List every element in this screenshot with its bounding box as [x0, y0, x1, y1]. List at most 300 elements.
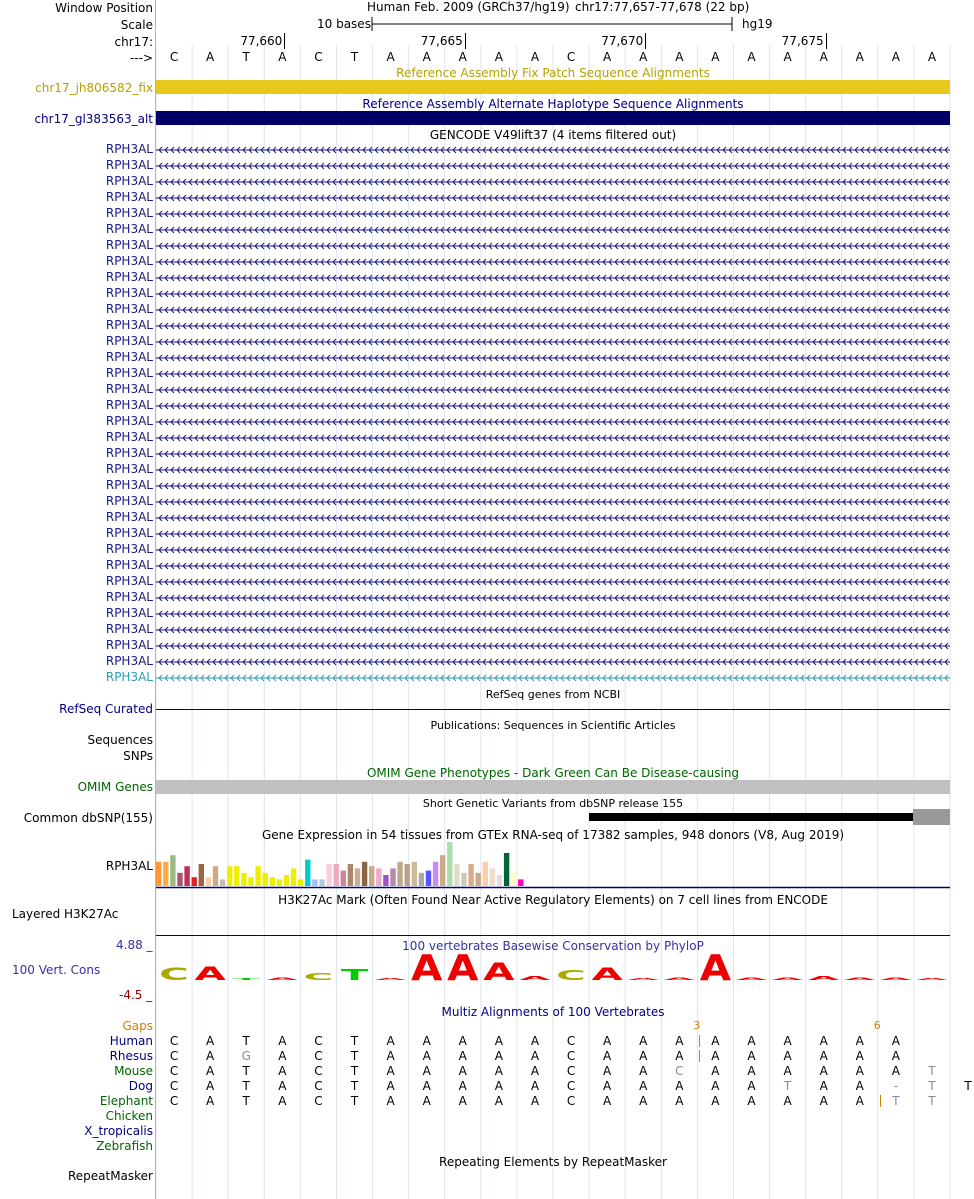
- gencode-transcript[interactable]: [156, 368, 950, 380]
- gtex-tissue-bar[interactable]: [291, 868, 296, 886]
- gencode-item-label[interactable]: RPH3AL: [105, 190, 153, 204]
- multiz-base: A: [639, 1079, 648, 1093]
- gencode-item-label[interactable]: RPH3AL: [105, 270, 153, 284]
- multiz-species-label[interactable]: Rhesus: [109, 1049, 153, 1063]
- reference-base: T: [242, 50, 250, 64]
- multiz-base: C: [675, 1064, 684, 1078]
- multiz-base: A: [278, 1049, 287, 1063]
- multiz-base: C: [566, 1064, 576, 1078]
- multiz-base: A: [711, 1034, 720, 1048]
- gencode-transcript[interactable]: [156, 480, 950, 492]
- phylop-base-glyph: A: [916, 977, 948, 981]
- repeatmasker-track-title[interactable]: Repeating Elements by RepeatMasker: [439, 1155, 667, 1169]
- phylop-base-glyph: A: [844, 976, 876, 981]
- reference-base: A: [206, 50, 215, 64]
- gencode-transcript[interactable]: [156, 656, 950, 668]
- multiz-species-sequence[interactable]: [0, 1049, 950, 1064]
- ruler-tick: [645, 33, 646, 49]
- reference-base: C: [314, 50, 323, 64]
- gtex-tissue-bar[interactable]: [170, 855, 175, 886]
- multiz-base: A: [747, 1034, 756, 1048]
- chrom-label: chr17:: [114, 35, 153, 49]
- phylop-min-label: -4.5 _: [119, 988, 153, 1002]
- multiz-base: A: [819, 1094, 828, 1108]
- gencode-transcript[interactable]: [156, 592, 950, 604]
- multiz-base: A: [603, 1079, 612, 1093]
- gtex-bar-chart[interactable]: [156, 842, 950, 888]
- gencode-item-label[interactable]: RPH3AL: [105, 350, 153, 364]
- reference-base: T: [350, 50, 359, 64]
- multiz-base: A: [530, 1079, 540, 1093]
- multiz-base: A: [639, 1049, 648, 1063]
- gencode-item-label[interactable]: RPH3AL: [105, 398, 153, 412]
- gtex-tissue-bar[interactable]: [426, 871, 431, 886]
- gencode-transcript[interactable]: [156, 512, 950, 524]
- gtex-tissue-bar[interactable]: [326, 864, 331, 886]
- multiz-base: A: [891, 1034, 900, 1048]
- gtex-label[interactable]: RPH3AL: [105, 859, 153, 873]
- multiz-base: T: [928, 1079, 936, 1093]
- gtex-tissue-bar[interactable]: [312, 879, 317, 886]
- multiz-base: T: [783, 1079, 792, 1093]
- multiz-base: A: [530, 1094, 540, 1108]
- multiz-species-label[interactable]: Human: [109, 1034, 153, 1048]
- multiz-base: C: [169, 1034, 179, 1048]
- gencode-transcript[interactable]: [156, 144, 950, 156]
- gtex-tissue-bar[interactable]: [241, 873, 246, 886]
- omim-bar[interactable]: [156, 780, 950, 794]
- multiz-base: A: [278, 1094, 287, 1108]
- multiz-insertion-marker: [880, 1095, 881, 1107]
- phylop-base-glyph: A: [699, 947, 732, 989]
- multiz-base: A: [494, 1049, 503, 1063]
- gencode-transcript[interactable]: [156, 496, 950, 508]
- multiz-base: A: [747, 1049, 756, 1063]
- gencode-item-label[interactable]: RPH3AL: [105, 622, 153, 636]
- multiz-base: A: [891, 1049, 900, 1063]
- multiz-base: A: [458, 1064, 467, 1078]
- multiz-base: T: [350, 1064, 359, 1078]
- window-position-label: Window Position: [55, 1, 153, 15]
- multiz-species-label[interactable]: Zebrafish: [96, 1139, 153, 1153]
- ruler-tick-label: 77,660: [240, 34, 283, 48]
- alt-haplotype-bar[interactable]: [156, 111, 950, 125]
- multiz-gaps-label[interactable]: Gaps: [122, 1019, 153, 1033]
- multiz-base: C: [169, 1049, 179, 1063]
- publications-track-title[interactable]: Publications: Sequences in Scientific Articles: [430, 719, 676, 732]
- gtex-tissue-bar[interactable]: [213, 866, 218, 886]
- gap-count-marker[interactable]: 3: [693, 1019, 701, 1032]
- multiz-base: C: [314, 1064, 323, 1078]
- gencode-item-label[interactable]: RPH3AL: [105, 334, 153, 348]
- gencode-item-label[interactable]: RPH3AL: [105, 318, 153, 332]
- multiz-base: T: [350, 1034, 359, 1048]
- gencode-item-label[interactable]: RPH3AL: [105, 526, 153, 540]
- gtex-tissue-bar[interactable]: [476, 873, 481, 886]
- gencode-item-label[interactable]: RPH3AL: [105, 302, 153, 316]
- multiz-base: A: [494, 1094, 503, 1108]
- multiz-base: A: [675, 1034, 684, 1048]
- gtex-tissue-bar[interactable]: [277, 879, 282, 886]
- multiz-base: A: [530, 1064, 540, 1078]
- multiz-insertion-marker: [699, 1035, 700, 1047]
- gencode-item-label[interactable]: RPH3AL: [105, 510, 153, 524]
- multiz-base: A: [819, 1079, 828, 1093]
- gtex-tissue-bar[interactable]: [355, 868, 360, 886]
- fix-patch-label[interactable]: chr17_jh806582_fix: [35, 81, 153, 95]
- gencode-item-label[interactable]: RPH3AL: [105, 590, 153, 604]
- gencode-transcript[interactable]: [156, 528, 950, 540]
- multiz-species-label[interactable]: Chicken: [105, 1109, 153, 1123]
- gencode-item-label[interactable]: RPH3AL: [105, 206, 153, 220]
- multiz-base: A: [278, 1034, 287, 1048]
- gtex-tissue-bar[interactable]: [405, 864, 410, 886]
- gtex-tissue-bar[interactable]: [419, 873, 424, 886]
- gtex-tissue-bar[interactable]: [184, 866, 189, 886]
- gtex-tissue-bar[interactable]: [348, 864, 353, 886]
- multiz-base: A: [206, 1064, 215, 1078]
- gencode-item-label[interactable]: RPH3AL: [105, 638, 153, 652]
- multiz-base: T: [928, 1094, 936, 1108]
- gencode-transcript[interactable]: [156, 176, 950, 188]
- dbsnp-track-title[interactable]: Short Genetic Variants from dbSNP release 155: [422, 797, 684, 810]
- gtex-tissue-bar[interactable]: [192, 877, 197, 886]
- refseq-gene-line[interactable]: [156, 709, 950, 710]
- multiz-base: A: [855, 1034, 864, 1048]
- multiz-species-label[interactable]: Elephant: [99, 1094, 153, 1108]
- gencode-transcript[interactable]: [156, 160, 950, 172]
- multiz-base: A: [386, 1034, 395, 1048]
- gencode-item-label[interactable]: RPH3AL: [105, 174, 153, 188]
- gencode-item-label[interactable]: RPH3AL: [105, 446, 153, 460]
- ruler-tick: [826, 33, 827, 49]
- gencode-item-label[interactable]: RPH3AL: [105, 238, 153, 252]
- gencode-item-label[interactable]: RPH3AL: [105, 558, 153, 572]
- multiz-insertion-marker: [699, 1050, 700, 1062]
- gtex-tissue-bar[interactable]: [255, 866, 260, 886]
- gtex-tissue-bar[interactable]: [163, 862, 168, 886]
- fix-patch-bar[interactable]: [156, 80, 950, 94]
- gtex-tissue-bar[interactable]: [504, 853, 509, 886]
- gtex-tissue-bar[interactable]: [490, 868, 495, 886]
- gencode-transcript[interactable]: [156, 608, 950, 620]
- multiz-base: A: [711, 1094, 720, 1108]
- gencode-transcript[interactable]: [156, 192, 950, 204]
- multiz-base: A: [494, 1079, 503, 1093]
- gencode-transcript[interactable]: [156, 464, 950, 476]
- multiz-species-sequence[interactable]: [0, 1094, 950, 1109]
- phylop-track-title[interactable]: 100 vertebrates Basewise Conservation by PhyloP: [402, 939, 704, 953]
- phylop-base-glyph: A: [374, 977, 407, 981]
- multiz-base: A: [891, 1064, 900, 1078]
- multiz-base: A: [530, 1049, 540, 1063]
- gencode-transcript[interactable]: [156, 432, 950, 444]
- reference-base: A: [603, 50, 612, 64]
- fix-patch-track-title[interactable]: Reference Assembly Fix Patch Sequence Alignments: [396, 66, 710, 80]
- reference-base: A: [711, 50, 720, 64]
- multiz-track-title[interactable]: Multiz Alignments of 100 Vertebrates: [441, 1005, 665, 1019]
- gencode-item-label[interactable]: RPH3AL: [105, 366, 153, 380]
- reference-base: A: [278, 50, 287, 64]
- multiz-base: A: [783, 1064, 792, 1078]
- gencode-transcript[interactable]: [156, 560, 950, 572]
- multiz-base: A: [278, 1064, 287, 1078]
- multiz-base: C: [566, 1034, 576, 1048]
- multiz-base: A: [458, 1034, 467, 1048]
- multiz-base: C: [314, 1094, 323, 1108]
- gencode-item-label[interactable]: RPH3AL: [105, 494, 153, 508]
- dbsnp-variant-bar[interactable]: [589, 813, 950, 821]
- multiz-base: T: [242, 1094, 250, 1108]
- gencode-item-label[interactable]: RPH3AL: [105, 414, 153, 428]
- gtex-tissue-bar[interactable]: [376, 868, 381, 886]
- multiz-species-label[interactable]: X_tropicalis: [84, 1124, 153, 1138]
- multiz-base: T: [350, 1049, 359, 1063]
- gencode-item-label[interactable]: RPH3AL: [105, 654, 153, 668]
- phylop-base-glyph: A: [808, 974, 840, 982]
- reference-base: A: [530, 50, 540, 64]
- gencode-transcript[interactable]: [156, 384, 950, 396]
- multiz-base: C: [314, 1034, 323, 1048]
- multiz-base: A: [603, 1034, 612, 1048]
- position-text[interactable]: chr17:77,657-77,678 (22 bp): [575, 0, 750, 14]
- gtex-tissue-bar[interactable]: [454, 864, 459, 886]
- gencode-transcript[interactable]: [156, 352, 950, 364]
- gencode-transcript[interactable]: [156, 448, 950, 460]
- gencode-transcript[interactable]: [156, 304, 950, 316]
- gencode-transcript[interactable]: [156, 640, 950, 652]
- multiz-base: A: [386, 1064, 395, 1078]
- alt-haplotype-track-title[interactable]: Reference Assembly Alternate Haplotype Sequence Alignments: [362, 97, 744, 111]
- gencode-transcript[interactable]: [156, 208, 950, 220]
- reference-base: C: [169, 50, 179, 64]
- publications-snps-label[interactable]: SNPs: [123, 749, 153, 763]
- reference-base: C: [566, 50, 576, 64]
- gtex-track-title[interactable]: Gene Expression in 54 tissues from GTEx RNA-seq of 17382 samples, 948 donors (V8, Aug 2019): [261, 828, 845, 842]
- gencode-item-label[interactable]: RPH3AL: [105, 430, 153, 444]
- gtex-tissue-bar[interactable]: [412, 862, 417, 886]
- gtex-tissue-bar[interactable]: [518, 879, 523, 886]
- ruler-tick: [465, 33, 466, 49]
- multiz-base: A: [711, 1064, 720, 1078]
- gencode-transcript[interactable]: [156, 336, 950, 348]
- omim-label[interactable]: OMIM Genes: [77, 780, 153, 794]
- alt-haplotype-label[interactable]: chr17_gl383563_alt: [34, 112, 153, 126]
- multiz-base: A: [206, 1034, 215, 1048]
- multiz-base: A: [675, 1049, 684, 1063]
- gencode-item-label[interactable]: RPH3AL: [105, 142, 153, 156]
- reference-base: A: [819, 50, 828, 64]
- reference-base: A: [386, 50, 395, 64]
- multiz-base: A: [458, 1079, 467, 1093]
- gtex-tissue-bar[interactable]: [461, 873, 466, 886]
- phylop-label[interactable]: 100 Vert. Cons: [12, 963, 101, 977]
- multiz-base: A: [386, 1049, 395, 1063]
- gtex-tissue-bar[interactable]: [227, 866, 232, 886]
- gtex-tissue-bar[interactable]: [248, 877, 253, 886]
- multiz-base: A: [530, 1034, 540, 1048]
- gtex-tissue-bar[interactable]: [341, 871, 346, 886]
- gtex-tissue-bar[interactable]: [319, 879, 324, 886]
- gtex-tissue-bar[interactable]: [206, 877, 211, 886]
- multiz-base: C: [314, 1049, 323, 1063]
- gtex-tissue-bar[interactable]: [284, 875, 289, 886]
- reference-base: A: [783, 50, 792, 64]
- phylop-base-glyph: A: [447, 947, 479, 989]
- reference-base: A: [927, 50, 937, 64]
- gencode-transcript[interactable]: [156, 224, 950, 236]
- gencode-transcript[interactable]: [156, 320, 950, 332]
- multiz-base: A: [386, 1079, 395, 1093]
- dbsnp-label[interactable]: Common dbSNP(155): [23, 811, 153, 825]
- gtex-tissue-bar[interactable]: [447, 842, 452, 886]
- multiz-base: A: [603, 1049, 612, 1063]
- gtex-tissue-bar[interactable]: [440, 855, 445, 886]
- multiz-base: T: [928, 1064, 936, 1078]
- gtex-tissue-bar[interactable]: [497, 875, 502, 886]
- gtex-tissue-bar[interactable]: [369, 866, 374, 886]
- gencode-item-label[interactable]: RPH3AL: [105, 606, 153, 620]
- gtex-tissue-bar[interactable]: [199, 864, 204, 886]
- multiz-base: C: [566, 1049, 576, 1063]
- multiz-species-sequence[interactable]: [0, 1064, 950, 1079]
- multiz-base: A: [639, 1034, 648, 1048]
- multiz-base: A: [675, 1079, 684, 1093]
- multiz-base: A: [458, 1049, 467, 1063]
- gtex-tissue-bar[interactable]: [433, 862, 438, 886]
- gencode-transcript[interactable]: [156, 400, 950, 412]
- multiz-base: T: [242, 1064, 250, 1078]
- gtex-tissue-bar[interactable]: [511, 871, 516, 886]
- multiz-base: A: [422, 1079, 431, 1093]
- multiz-base: C: [169, 1079, 179, 1093]
- multiz-species-label[interactable]: Mouse: [114, 1064, 153, 1078]
- gtex-tissue-bar[interactable]: [362, 862, 367, 886]
- gtex-tissue-bar[interactable]: [334, 864, 339, 886]
- gencode-item-label[interactable]: RPH3AL: [105, 574, 153, 588]
- gtex-tissue-bar[interactable]: [177, 873, 182, 886]
- multiz-base: A: [783, 1034, 792, 1048]
- phylop-base-glyph: A: [591, 964, 623, 985]
- gtex-tissue-bar[interactable]: [156, 862, 161, 886]
- multiz-base: A: [711, 1079, 720, 1093]
- gencode-item-label[interactable]: RPH3AL: [105, 478, 153, 492]
- gencode-transcript[interactable]: [156, 416, 950, 428]
- gtex-tissue-bar[interactable]: [234, 866, 239, 886]
- multiz-base: T: [350, 1094, 359, 1108]
- multiz-base: A: [422, 1094, 431, 1108]
- gencode-item-label[interactable]: RPH3AL: [105, 542, 153, 556]
- gencode-item-label[interactable]: RPH3AL: [105, 222, 153, 236]
- gtex-tissue-bar[interactable]: [270, 877, 275, 886]
- gencode-track-title[interactable]: GENCODE V49lift37 (4 items filtered out): [429, 128, 677, 142]
- gtex-tissue-bar[interactable]: [305, 860, 310, 886]
- gencode-item-label[interactable]: RPH3AL: [105, 286, 153, 300]
- multiz-base: A: [422, 1034, 431, 1048]
- reference-base: A: [458, 50, 467, 64]
- multiz-base: C: [566, 1094, 576, 1108]
- gencode-transcript[interactable]: [156, 624, 950, 636]
- gencode-item-label[interactable]: RPH3AL: [105, 462, 153, 476]
- multiz-base: A: [206, 1049, 215, 1063]
- reference-base: A: [747, 50, 756, 64]
- multiz-base: C: [169, 1094, 179, 1108]
- multiz-base: A: [494, 1064, 503, 1078]
- multiz-base: T: [350, 1079, 359, 1093]
- gencode-transcript[interactable]: [156, 288, 950, 300]
- multiz-base: A: [819, 1049, 828, 1063]
- gencode-item-label[interactable]: RPH3AL: [105, 254, 153, 268]
- phylop-base-glyph: A: [735, 976, 768, 981]
- gtex-tissue-bar[interactable]: [220, 879, 225, 886]
- gap-count-marker[interactable]: 6: [873, 1019, 881, 1032]
- gtex-tissue-bar[interactable]: [383, 875, 388, 886]
- gtex-tissue-bar[interactable]: [298, 879, 303, 886]
- gtex-tissue-bar[interactable]: [263, 873, 268, 886]
- refseq-label[interactable]: RefSeq Curated: [59, 702, 153, 716]
- gencode-item-label[interactable]: RPH3AL: [105, 158, 153, 172]
- gencode-transcript[interactable]: [156, 256, 950, 268]
- ruler-tick-label: 77,670: [601, 34, 644, 48]
- gtex-tissue-bar[interactable]: [468, 864, 473, 886]
- gencode-item-label[interactable]: RPH3AL: [105, 670, 153, 684]
- dbsnp-variant-marker[interactable]: [913, 809, 950, 825]
- gencode-transcript[interactable]: [156, 272, 950, 284]
- phylop-base-glyph: C: [303, 971, 334, 983]
- multiz-species-label[interactable]: Dog: [128, 1079, 153, 1093]
- phylop-logo[interactable]: [156, 947, 950, 989]
- multiz-base: C: [566, 1079, 576, 1093]
- h3k27ac-label[interactable]: Layered H3K27Ac: [12, 907, 119, 921]
- phylop-base-glyph: T: [232, 977, 261, 981]
- gtex-tissue-bar[interactable]: [390, 868, 395, 886]
- h3k27ac-baseline: [156, 935, 950, 936]
- multiz-base: A: [747, 1079, 756, 1093]
- refseq-track-title[interactable]: RefSeq genes from NCBI: [485, 688, 621, 701]
- gencode-transcript[interactable]: [156, 544, 950, 556]
- repeatmasker-label[interactable]: RepeatMasker: [67, 1169, 153, 1183]
- phylop-base-glyph: A: [663, 976, 695, 981]
- multiz-base: G: [241, 1049, 251, 1063]
- db-label: hg19: [742, 17, 773, 31]
- scale-bar: [370, 16, 736, 32]
- gencode-transcript[interactable]: [156, 672, 950, 684]
- multiz-base: -: [893, 1079, 899, 1093]
- phylop-base-glyph: A: [627, 977, 659, 981]
- gencode-item-label[interactable]: RPH3AL: [105, 382, 153, 396]
- ruler-tick-label: 77,665: [420, 34, 463, 48]
- multiz-species-sequence[interactable]: [0, 1079, 950, 1094]
- multiz-base: A: [494, 1034, 503, 1048]
- gtex-tissue-bar[interactable]: [483, 862, 488, 886]
- reference-base: A: [891, 50, 900, 64]
- publications-sequences-label[interactable]: Sequences: [87, 733, 153, 747]
- multiz-base: T: [242, 1034, 250, 1048]
- gencode-transcript[interactable]: [156, 240, 950, 252]
- multiz-base: C: [169, 1064, 179, 1078]
- multiz-base: A: [422, 1049, 431, 1063]
- phylop-base-glyph: T: [340, 966, 369, 984]
- multiz-species-sequence[interactable]: [0, 1034, 950, 1049]
- h3k27ac-track-title[interactable]: H3K27Ac Mark (Often Found Near Active Regulatory Elements) on 7 cell lines from ENCODE: [278, 893, 828, 907]
- omim-track-title[interactable]: OMIM Gene Phenotypes - Dark Green Can Be Disease-causing: [366, 766, 740, 780]
- phylop-base-glyph: A: [880, 976, 912, 981]
- gtex-tissue-bar[interactable]: [397, 862, 402, 886]
- multiz-base: A: [639, 1064, 648, 1078]
- phylop-base-glyph: A: [411, 947, 443, 989]
- multiz-base: A: [603, 1064, 612, 1078]
- gencode-transcript[interactable]: [156, 576, 950, 588]
